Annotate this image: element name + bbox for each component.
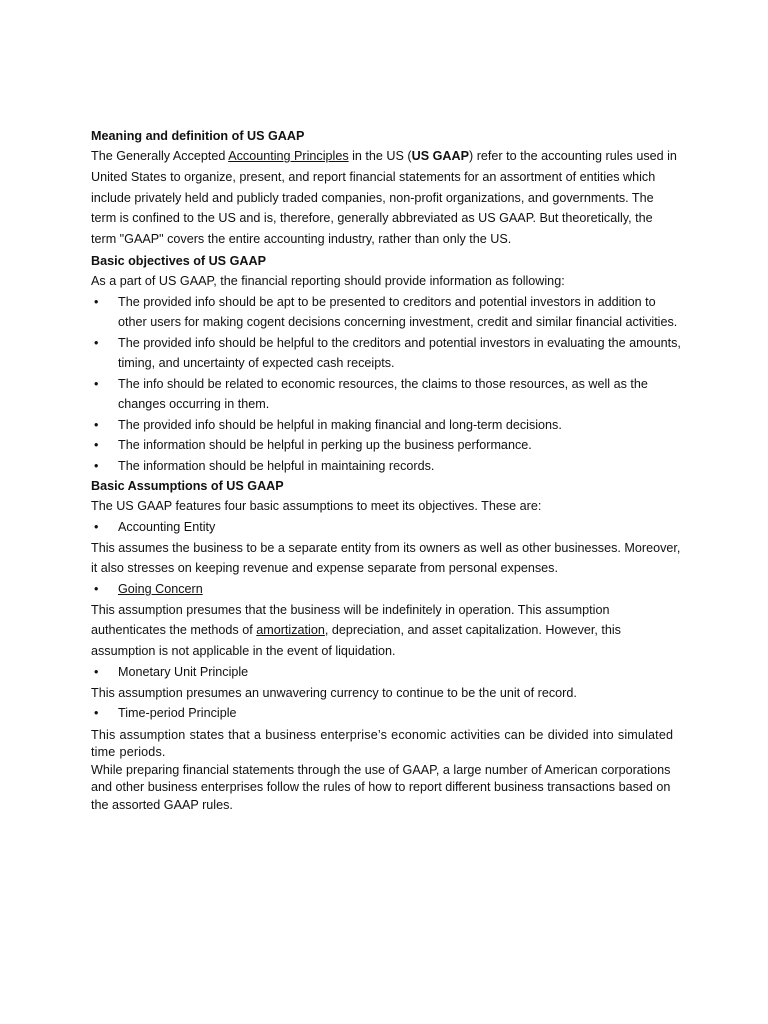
paragraph-closing: While preparing financial statements through the use of GAAP, a large number of American corporations and other business enterprises follow the rules of how to report different business transactions based on the assorted GAAP rules. bbox=[91, 762, 671, 812]
list-item-text: The provided info should be helpful in making financial and long-term decisions. bbox=[118, 417, 562, 432]
list-item bbox=[91, 517, 681, 538]
link-amortization[interactable]: amortization bbox=[256, 623, 325, 638]
text-run: ) refer to the accounting rules used in United States to organize, present, and report financial statements for an assortment of entities which include privately held and publicly traded companies, non-profit organizations, and governments. The term is confined to the US and is, therefore, generally abbreviated as US GAAP. But theoretically, the term "GAAP" covers the entire accounting industry, rather than only the US. bbox=[91, 149, 677, 247]
paragraph-monetary-unit: This assumption presumes an unwavering currency to continue to be the unit of record. bbox=[91, 685, 577, 700]
text-run: in the US ( bbox=[348, 149, 412, 163]
assumption-going-concern bbox=[91, 579, 681, 600]
list-item-text: The information should be helpful in perking up the business performance. bbox=[118, 438, 532, 453]
bullet-icon: • bbox=[94, 438, 99, 453]
text-run: , depreciation, and asset capitalization. However, this assumption is not applicable in the event of liquidation. bbox=[91, 623, 621, 659]
list-item bbox=[91, 662, 681, 683]
paragraph-accounting-entity: This assumes the business to be a separate entity from its owners as well as other businesses. Moreover, it also stresses on keeping revenue and expense separate from personal expenses. bbox=[91, 540, 681, 576]
bullet-icon: • bbox=[94, 665, 99, 680]
assumption-monetary-unit bbox=[91, 662, 681, 683]
bullet-icon: • bbox=[94, 376, 99, 391]
link-accounting-principles[interactable]: Accounting Principles bbox=[228, 149, 349, 163]
paragraph-time-period: This assumption states that a business enterprise’s economic activities can be divided into simulated time periods. bbox=[91, 727, 674, 760]
text-run: This assumption presumes that the business will be indefinitely in operation. This assumption authenticates the methods of bbox=[91, 602, 610, 638]
list-item-text: The provided info should be helpful to the creditors and potential investors in evaluating the amounts, timing, and uncertainty of expected cash receipts. bbox=[118, 335, 681, 371]
list-item bbox=[91, 456, 681, 477]
list-item bbox=[91, 703, 681, 724]
list-item bbox=[91, 415, 681, 436]
document-page bbox=[91, 126, 681, 814]
bullet-icon: • bbox=[94, 335, 99, 350]
bullet-icon: • bbox=[94, 582, 99, 597]
link-going-concern[interactable]: Going Concern bbox=[118, 582, 203, 597]
list-item bbox=[91, 579, 681, 600]
list-item bbox=[91, 292, 681, 333]
list-item bbox=[91, 333, 681, 374]
list-item-text: The information should be helpful in maintaining records. bbox=[118, 458, 435, 473]
section-heading-objectives: Basic objectives of US GAAP bbox=[91, 253, 266, 268]
paragraph-objectives-intro: As a part of US GAAP, the financial reporting should provide information as following: bbox=[91, 273, 565, 288]
section-heading-assumptions: Basic Assumptions of US GAAP bbox=[91, 479, 284, 494]
assumption-time-period bbox=[91, 703, 681, 724]
paragraph-assumptions-intro: The US GAAP features four basic assumptions to meet its objectives. These are: bbox=[91, 499, 542, 514]
bullet-icon: • bbox=[94, 458, 99, 473]
paragraph-going-concern bbox=[91, 600, 681, 662]
bullet-icon: • bbox=[94, 706, 99, 721]
bold-term-us-gaap: US GAAP bbox=[411, 149, 470, 163]
text-run: The Generally Accepted bbox=[91, 149, 229, 163]
assumption-accounting-entity bbox=[91, 517, 681, 538]
objectives-list bbox=[91, 292, 681, 477]
paragraph-definition bbox=[91, 146, 681, 250]
assumption-title: Accounting Entity bbox=[118, 520, 216, 535]
list-item-text: The info should be related to economic resources, the claims to those resources, as well as the changes occurring in them. bbox=[118, 376, 648, 412]
bullet-icon: • bbox=[94, 520, 99, 535]
section-heading-meaning: Meaning and definition of US GAAP bbox=[91, 129, 305, 143]
assumption-title: Time-period Principle bbox=[118, 706, 237, 721]
list-item bbox=[91, 374, 681, 415]
list-item bbox=[91, 435, 681, 456]
bullet-icon: • bbox=[94, 417, 99, 432]
list-item-text: The provided info should be apt to be presented to creditors and potential investors in addition to other users for making cogent decisions concerning investment, credit and similar financial activities. bbox=[118, 294, 678, 330]
bullet-icon: • bbox=[94, 294, 99, 309]
assumption-title: Monetary Unit Principle bbox=[118, 665, 249, 680]
